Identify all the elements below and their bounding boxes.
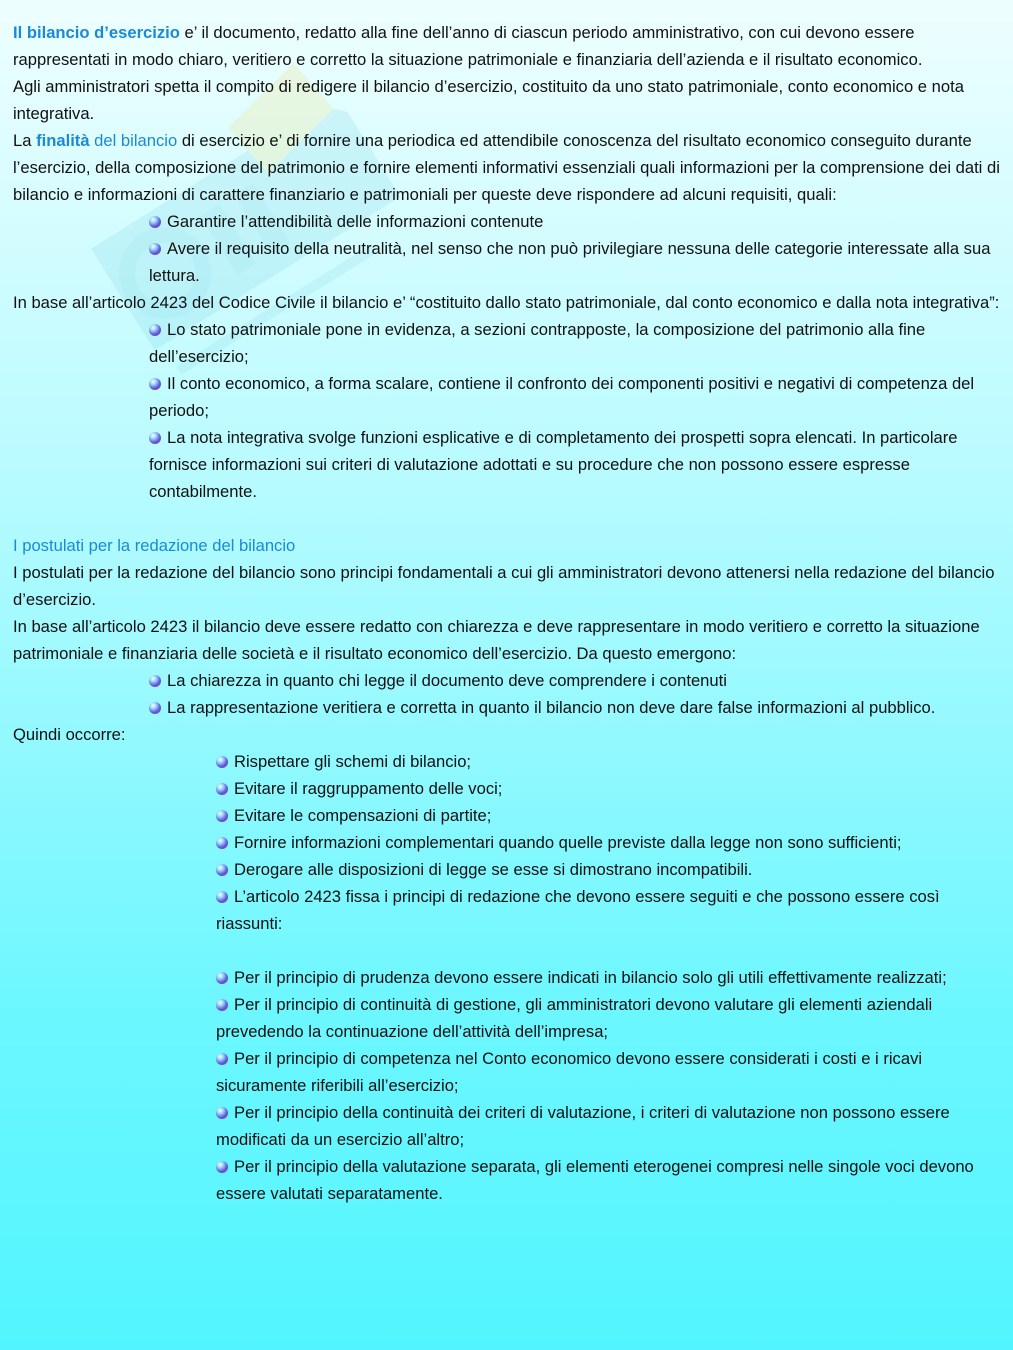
intro-term: Il bilancio d’esercizio <box>13 23 180 42</box>
section-heading: I postulati per la redazione del bilancio <box>13 536 296 555</box>
document-page <box>13 19 1003 1207</box>
list-item <box>13 775 1003 802</box>
bullet-icon <box>216 891 228 903</box>
list-item <box>13 694 1003 721</box>
list-item-text: Per il principio della valutazione separata, gli elementi eterogenei compresi nelle singole voci devono essere valutati separatamente. <box>216 1157 974 1203</box>
articolo-2423-paragraph: In base all’articolo 2423 il bilancio deve essere redatto con chiarezza e deve rappresentare in modo veritiero e corretto la situazione patrimoniale e finanziaria delle società e il risultato economico dell’esercizio. Da questo emergono: <box>13 617 980 663</box>
bullet-icon <box>149 378 161 390</box>
list-item <box>13 370 1003 424</box>
finalita-term: finalità <box>36 131 90 150</box>
list-item-text: Il conto economico, a forma scalare, contiene il confronto dei componenti positivi e negativi di competenza del periodo; <box>149 374 975 420</box>
bullet-icon <box>216 1053 228 1065</box>
bullet-icon <box>216 756 228 768</box>
finalita-prefix: La <box>13 131 37 150</box>
finalita-paragraph <box>13 127 1003 208</box>
list-item <box>13 856 1003 883</box>
list-item-text: Per il principio di continuità di gestione, gli amministratori devono valutare gli elementi aziendali prevedendo la continuazione dell’attività dell’impresa; <box>216 995 933 1041</box>
list-item <box>13 316 1003 370</box>
intro-text: e’ il documento, redatto alla fine dell’anno di ciascun periodo amministrativo, con cui devono essere rappresentati in modo chiaro, veritiero e corretto la situazione patrimoniale e finanziaria dell’azienda e il risultato economico. <box>13 23 923 69</box>
list-item-text: Per il principio di prudenza devono essere indicati in bilancio solo gli utili effettivamente realizzati; <box>234 968 947 987</box>
bullet-icon <box>216 837 228 849</box>
list-item <box>13 208 1003 235</box>
bullet-icon <box>216 864 228 876</box>
list-item <box>13 748 1003 775</box>
list-item <box>13 802 1003 829</box>
list-item <box>13 424 1003 505</box>
bullet-icon <box>149 432 161 444</box>
list-item-text: La nota integrativa svolge funzioni esplicative e di completamento dei prospetti sopra elencati. In particolare fornisce informazioni sui criteri di valutazione adottati e su procedure che non possono essere espresse contabilmente. <box>149 428 958 501</box>
list-item <box>13 667 1003 694</box>
bullet-icon <box>216 972 228 984</box>
spacer <box>13 937 1003 964</box>
bullet-icon <box>216 1161 228 1173</box>
bullet-icon <box>149 702 161 714</box>
list-item-text: Per il principio di competenza nel Conto economico devono essere considerati i costi e i ricavi sicuramente riferibili all’esercizio; <box>216 1049 923 1095</box>
list-item-text: Lo stato patrimoniale pone in evidenza, a sezioni contrapposte, la composizione del patrimonio alla fine dell’esercizio; <box>149 320 926 366</box>
bullet-icon <box>149 675 161 687</box>
spacer <box>13 505 1003 532</box>
list-item <box>13 1099 1003 1153</box>
list-item <box>13 991 1003 1045</box>
amministratori-paragraph: Agli amministratori spetta il compito di redigere il bilancio d’esercizio, costituito da uno stato patrimoniale, conto economico e nota integrativa. <box>13 77 964 123</box>
bullet-icon <box>216 783 228 795</box>
list-item-text: Garantire l’attendibilità delle informazioni contenute <box>167 212 544 231</box>
list-item-text: L’articolo 2423 fissa i principi di redazione che devono essere seguiti e che possono essere così riassunti: <box>216 887 940 933</box>
bullet-icon <box>216 999 228 1011</box>
list-item-text: Per il principio della continuità dei criteri di valutazione, i criteri di valutazione non possono essere modificati da un esercizio all’altro; <box>216 1103 950 1149</box>
bullet-icon <box>149 324 161 336</box>
list-item-text: Fornire informazioni complementari quando quelle previste dalla legge non sono sufficienti; <box>234 833 902 852</box>
bullet-icon <box>149 216 161 228</box>
list-item-text: Evitare il raggruppamento delle voci; <box>234 779 503 798</box>
list-item <box>13 235 1003 289</box>
bullet-icon <box>216 810 228 822</box>
articolo-paragraph: In base all’articolo 2423 del Codice Civile il bilancio e’ “costituito dallo stato patrimoniale, dal conto economico e dalla nota integrativa”: <box>13 293 1000 312</box>
list-item <box>13 883 1003 937</box>
list-item-text: Avere il requisito della neutralità, nel senso che non può privilegiare nessuna delle categorie interessate alla sua lettura. <box>149 239 991 285</box>
finalita-text: di esercizio e’ di fornire una periodica ed attendibile conoscenza del risultato economico conseguito durante l’esercizio, della composizione del patrimonio e fornire elementi informativi essenziali quali informazioni per la comprensione dei dati di bilancio e informazioni di carattere finanziario e patrimoniali per queste deve rispondere ad alcuni requisiti, quali: <box>13 131 1000 204</box>
postulati-paragraph: I postulati per la redazione del bilancio sono principi fondamentali a cui gli amministratori devono attenersi nella redazione del bilancio d’esercizio. <box>13 563 995 609</box>
list-item <box>13 829 1003 856</box>
list-item-text: La rappresentazione veritiera e corretta in quanto il bilancio non deve dare false informazioni al pubblico. <box>167 698 936 717</box>
bullet-icon <box>149 243 161 255</box>
list-item-text: Rispettare gli schemi di bilancio; <box>234 752 472 771</box>
list-item <box>13 964 1003 991</box>
intro-paragraph <box>13 19 1003 73</box>
list-item <box>13 1045 1003 1099</box>
list-item-text: La chiarezza in quanto chi legge il documento deve comprendere i contenuti <box>167 671 727 690</box>
list-item-text: Evitare le compensazioni di partite; <box>234 806 492 825</box>
list-item-text: Derogare alle disposizioni di legge se esse si dimostrano incompatibili. <box>234 860 753 879</box>
bullet-icon <box>216 1107 228 1119</box>
list-item <box>13 1153 1003 1207</box>
quindi-label: Quindi occorre: <box>13 725 126 744</box>
finalita-term-rest: del bilancio <box>89 131 178 150</box>
